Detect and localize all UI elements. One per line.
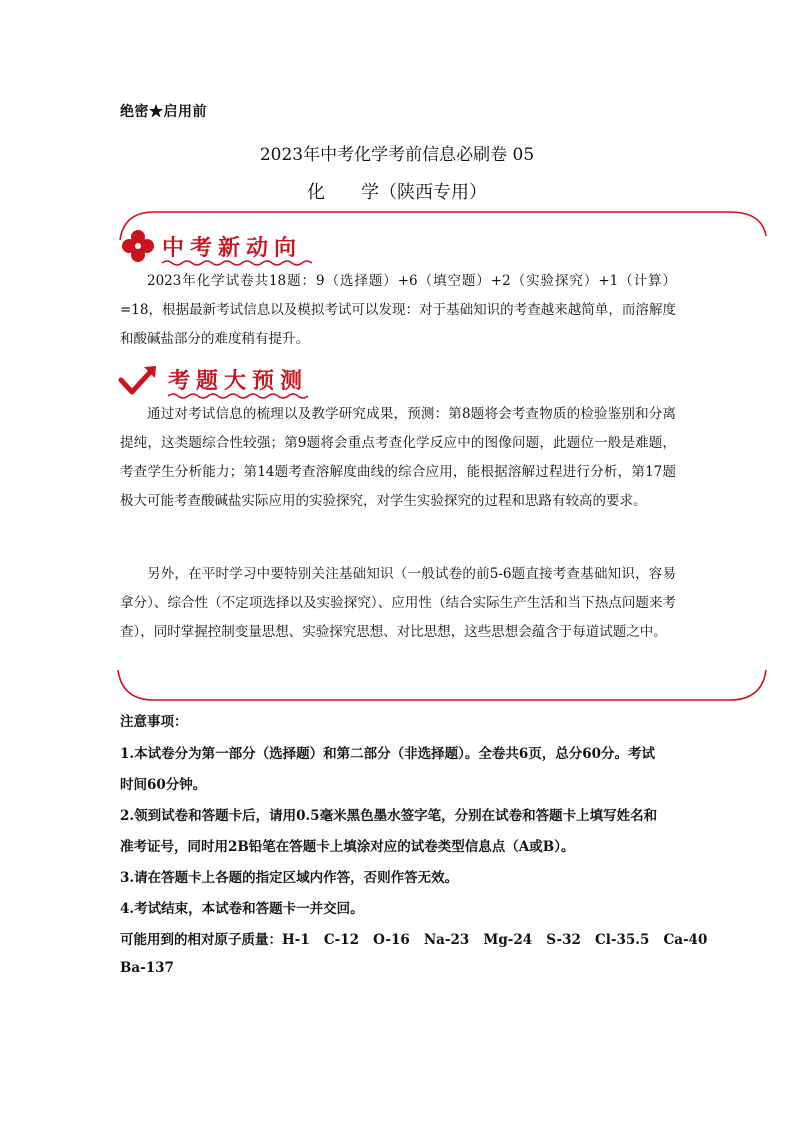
prediction-paragraph-2: 另外，在平时学习中要特别关注基础知识（一般试卷的前5-6题直接考查基础知识，容易拿分）、综合性（不定项选择以及实验探究）、应用性（结合实际生产生活和当下热点问题来考查），同时掌握控制变量思想、实验探究思想、对比思想，这些思想会蕴含于每道试题之中。: [120, 566, 676, 640]
heading-wave-underline: [168, 392, 308, 400]
note-item-1: 1.本试卷分为第一部分（选择题）和第二部分（非选择题）。全卷共6页，总分60分。考试: [120, 746, 656, 762]
subtitle-left: 化: [307, 182, 325, 203]
heading-wave-underline: [162, 259, 312, 267]
section-heading-new-trends: [118, 226, 318, 266]
note-item-2-cont: 准考证号，同时用2B铅笔在答题卡上填涂对应的试卷类型信息点（A或B）。: [120, 839, 575, 855]
atomic-masses-cont: Ba-137: [120, 960, 174, 976]
exam-title: 2023年中考化学考前信息必刷卷 05: [259, 145, 535, 165]
exam-notes: [120, 710, 708, 980]
confidential-label: 绝密★启用前: [120, 104, 207, 120]
section-heading-prediction: [118, 360, 318, 400]
section-heading-text: 考题大预测: [168, 369, 309, 394]
atomic-masses: 可能用到的相对原子质量：H-1 C-12 O-16 Na-23 Mg-24 S-32 Cl-35.5 Ca-40: [120, 932, 708, 948]
note-item-1-cont: 时间60分钟。: [120, 777, 207, 793]
note-item-4: 4.考试结束，本试卷和答题卡一并交回。: [120, 901, 364, 917]
notes-heading: 注意事项：: [120, 714, 188, 730]
new-trends-paragraph: 2023年化学试卷共18题：9（选择题）+6（填空题）+2（实验探究）+1（计算）=18，根据最新考试信息以及模拟考试可以发现：对于基础知识的考查越来越简单，而溶解度和酸碱盐部分的难度稍有提升。: [120, 273, 676, 347]
check-arrow-icon: [118, 362, 162, 398]
note-item-3: 3.请在答题卡上各题的指定区域内作答，否则作答无效。: [120, 870, 459, 886]
prediction-paragraph-1: 通过对考试信息的梳理以及教学研究成果，预测：第8题将会考查物质的检验鉴别和分离提纯，这类题综合性较强；第9题将会重点考查化学反应中的图像问题，此题位一般是难题，考查学生分析能力；第14题考查溶解度曲线的综合应用，能根据溶解过程进行分析，第17题极大可能考查酸碱盐实际应用的实验探究，对学生实验探究的过程和思路有较高的要求。: [120, 406, 676, 509]
exam-subtitle: [0, 178, 794, 204]
note-item-2: 2.领到试卷和答题卡后，请用0.5毫米黑色墨水签字笔，分别在试卷和答题卡上填写姓名和: [120, 808, 658, 824]
subtitle-right: 学（陕西专用）: [361, 182, 487, 203]
section-heading-text: 中考新动向: [162, 236, 303, 261]
clover-icon: [118, 226, 158, 266]
